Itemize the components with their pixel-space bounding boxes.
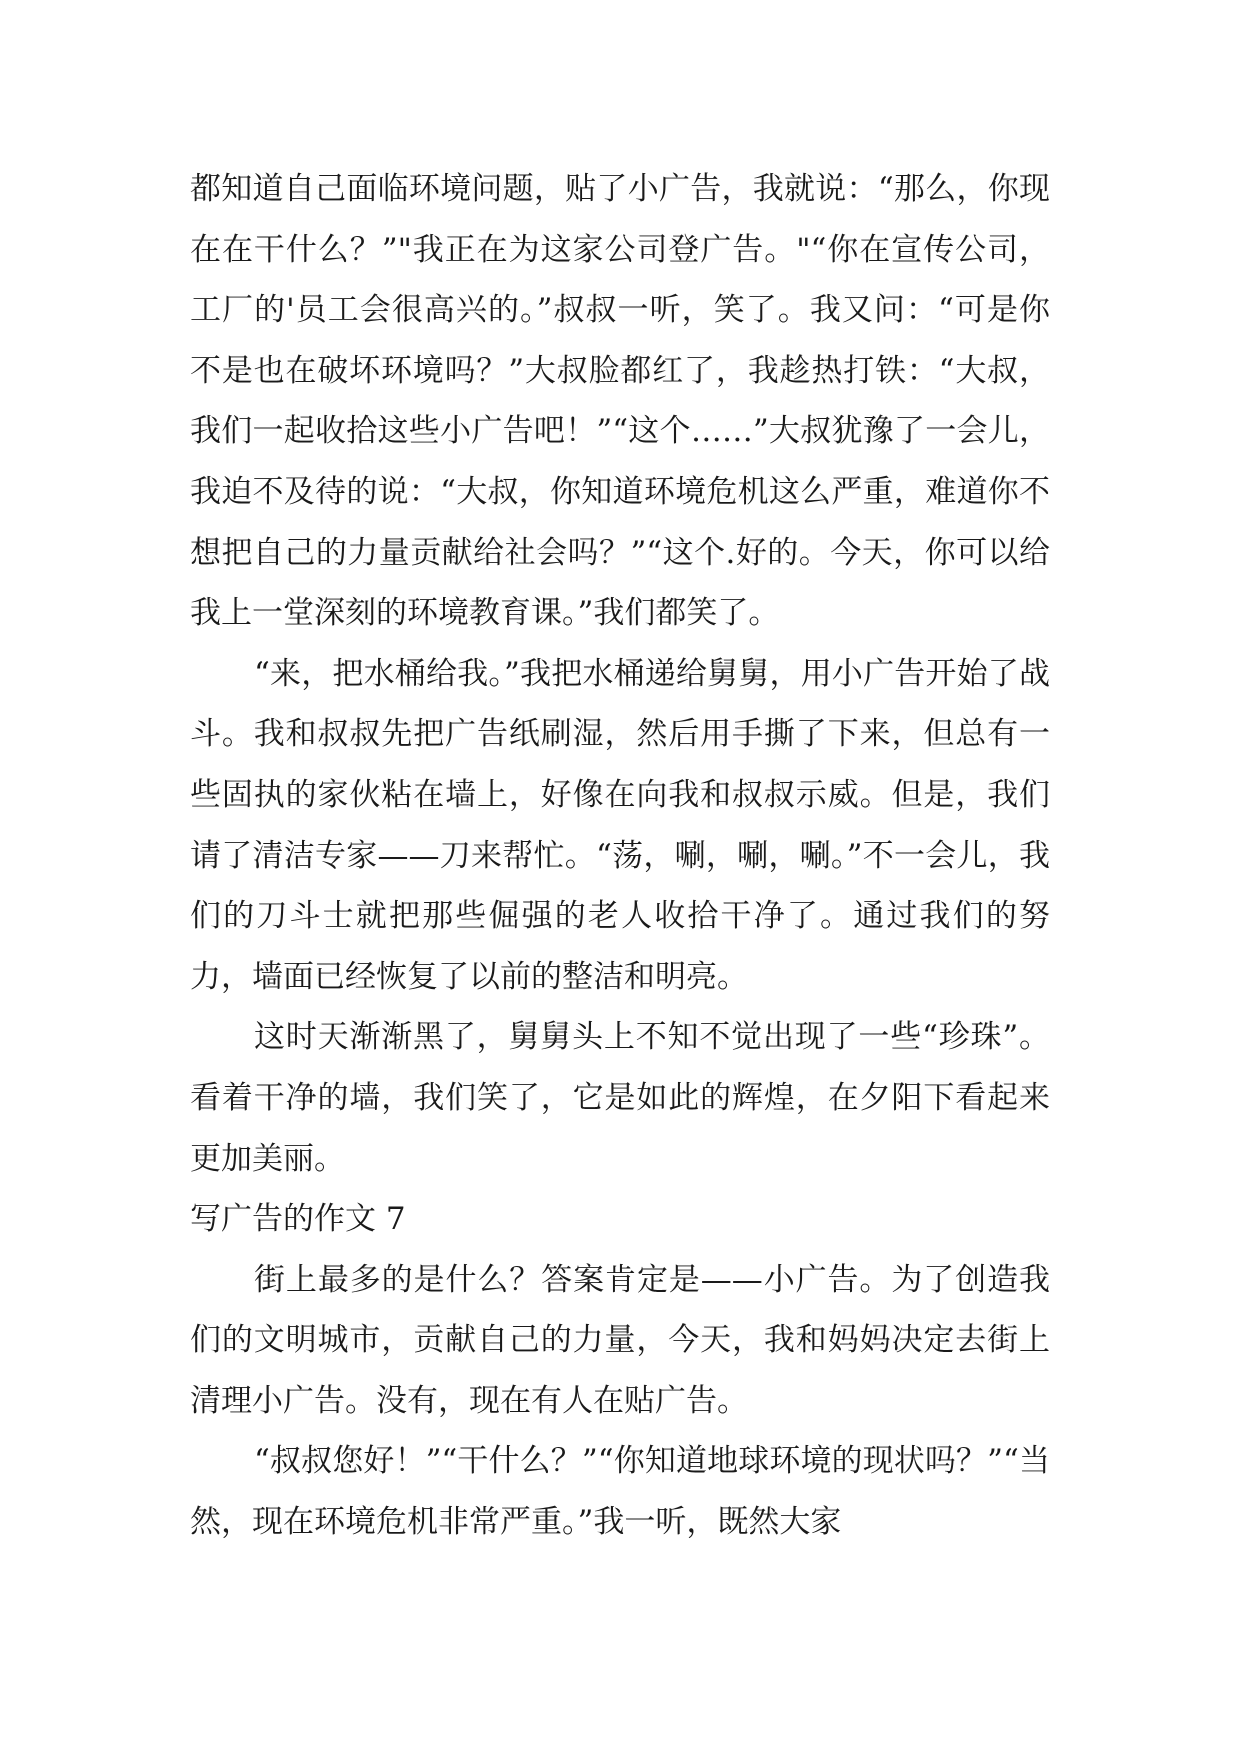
paragraph-sunset: 这时天渐渐黑了，舅舅头上不知不觉出现了一些“珍珠”。看着干净的墙，我们笑了，它是如此的辉煌，在夕阳下看起来更加美丽。 xyxy=(190,1019,1050,1177)
paragraph-removing-ads: “来，把水桶给我。”我把水桶递给舅舅，用小广告开始了战斗。我和叔叔先把广告纸刷湿，然后用手撕了下来，但总有一些固执的家伙粘在墙上，好像在向我和叔叔示威。但是，我们请了清洁专家——刀来帮忙。“荡，唰，唰，唰。”不一会儿，我们的刀斗士就把那些倔强的老人收拾干净了。通过我们的努力，墙面已经恢复了以前的整洁和明亮。 xyxy=(190,655,1050,995)
paragraph-uncle-dialogue: “叔叔您好！”“干什么？”“你知道地球环境的现状吗？”“当然，现在环境危机非常严重。”我一听，既然大家 xyxy=(190,1443,1050,1541)
section-title: 写广告的作文 7 xyxy=(190,1201,406,1238)
paragraph-street-ads: 街上最多的是什么？答案肯定是——小广告。为了创造我们的文明城市，贡献自己的力量，今天，我和妈妈决定去街上清理小广告。没有，现在有人在贴广告。 xyxy=(190,1261,1050,1419)
paragraph-continued-dialogue: 都知道自己面临环境问题，贴了小广告，我就说：“那么，你现在在干什么？”"我正在为这家公司登广告。"“你在宣传公司，工厂的'员工会很高兴的。”叔叔一听，笑了。我又问：“可是你不是也在破坏环境吗？”大叔脸都红了，我趁热打铁：“大叔，我们一起收拾这些小广告吧！”“这个……”大叔犹豫了一会儿，我迫不及待的说：“大叔，你知道环境危机这么严重，难道你不想把自己的力量贡献给社会吗？”“这个.好的。今天，你可以给我上一堂深刻的环境教育课。”我们都笑了。 xyxy=(190,171,1050,632)
document-body xyxy=(190,159,1050,1553)
